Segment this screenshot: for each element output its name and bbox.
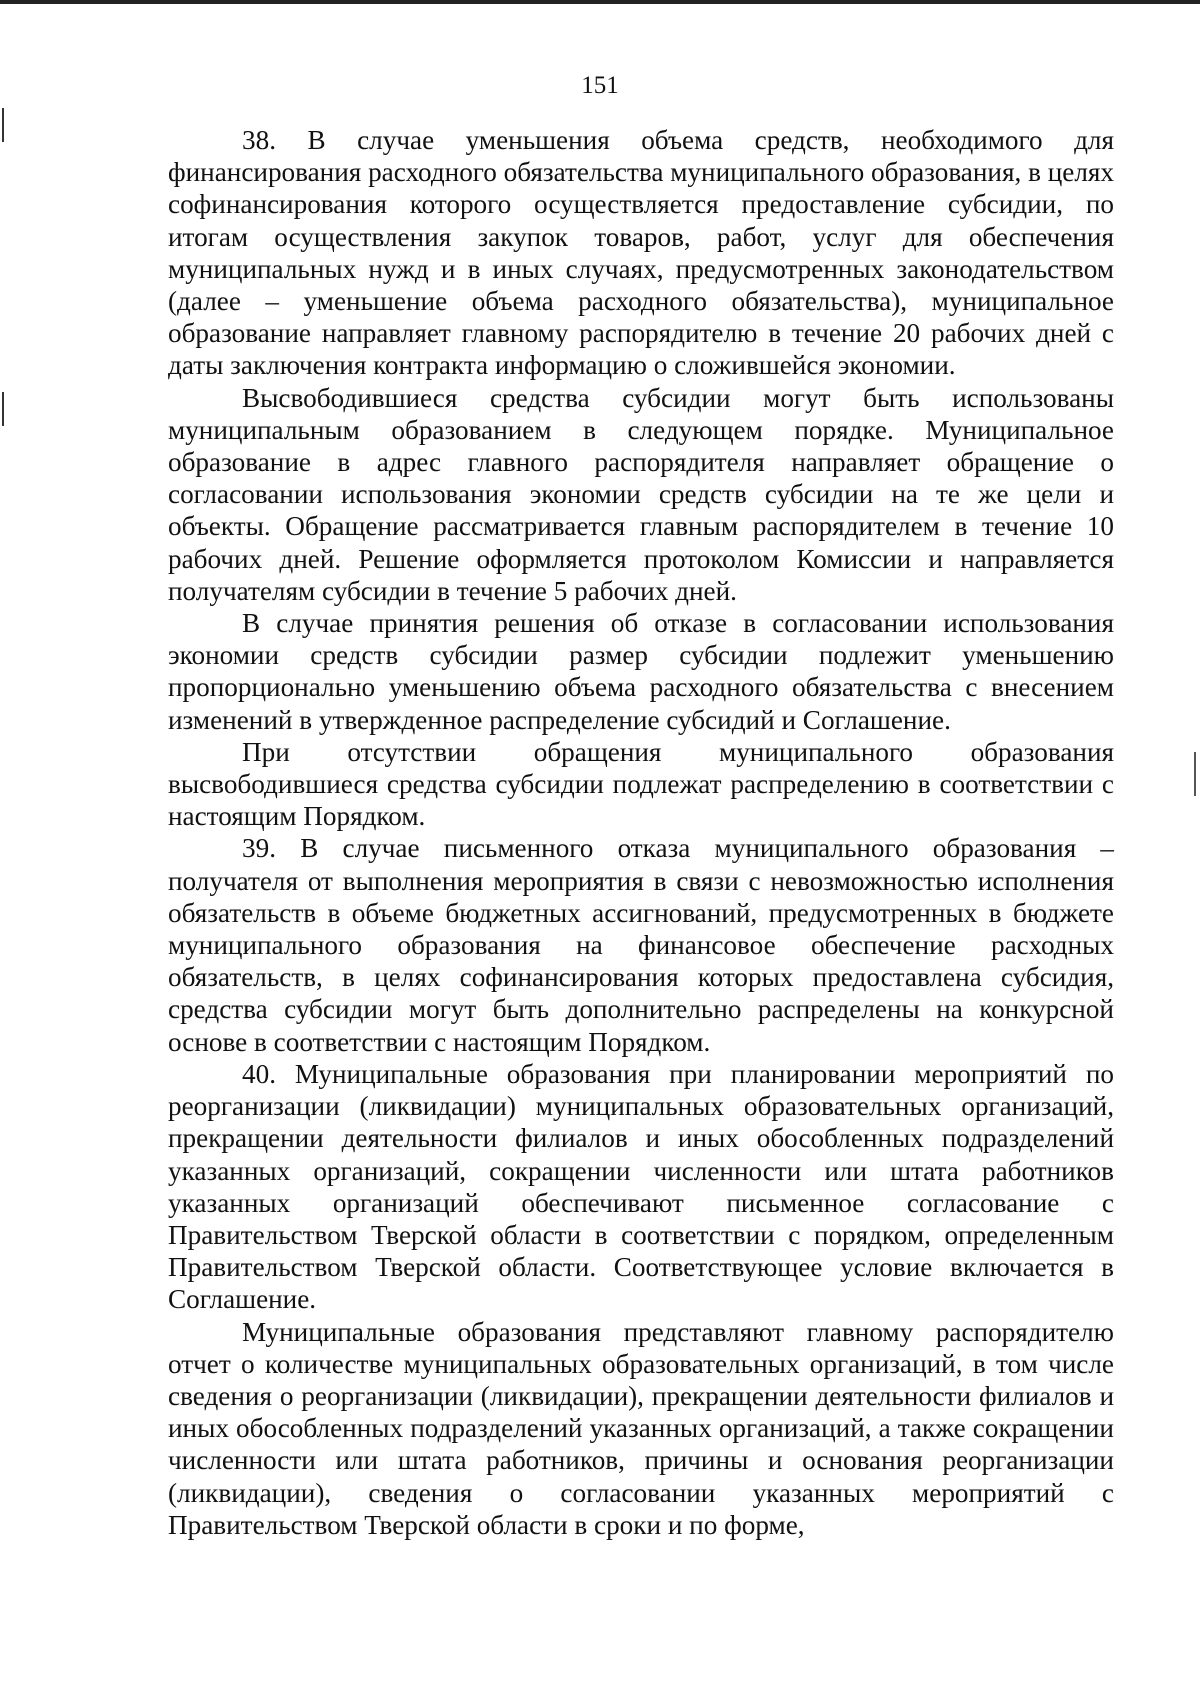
scan-left-mark (2, 392, 4, 426)
paragraph-released-funds: Высвободившиеся средства субсидии могут быть использованы муниципальным образованием в следующем порядке. Муниципальное образование в адрес главного распорядителя направляет обращение о согласовании использования экономии средств субсидии на те же цели и объекты. Обращение рассматривается главным распорядителем в течение 10 рабочих дней. Решение оформляется протоколом Комиссии и направляется получателям субсидии в течение 5 рабочих дней. (168, 382, 1114, 606)
paragraph-no-request: При отсутствии обращения муниципального образования высвободившиеся средства субсидии подлежат распределению в соответствии с настоящим Порядком. (168, 736, 1114, 832)
scan-right-mark (1194, 752, 1196, 796)
scan-top-edge (0, 0, 1200, 4)
paragraph-refusal-decision: В случае принятия решения об отказе в согласовании использования экономии средств субсидии размер субсидии подлежит уменьшению пропорционально уменьшению объема расходного обязательства с внесением изменений в утвержденное распределение субсидий и Соглашение. (168, 608, 1114, 735)
paragraph-38: 38. В случае уменьшения объема средств, необходимого для финансирования расходного обязательства муниципального образования, в целях софинансирования которого осуществляется предоставление субсидии, по итогам осуществления закупок товаров, работ, услуг для обеспечения муниципальных нужд и в иных случаях, предусмотренных законодательством (далее – уменьшение объема расходного обязательства), муниципальное образование направляет главному распорядителю в течение 20 рабочих дней с даты заключения контракта информацию о сложившейся экономии. (168, 125, 1114, 381)
scan-left-mark (2, 108, 4, 142)
paragraph-39: 39. В случае письменного отказа муниципального образования – получателя от выполнения мероприятия в связи с невозможностью исполнения обязательств в объеме бюджетных ассигнований, предусмотренных в бюджете муниципального образования на финансовое обеспечение расходных обязательств, в целях софинансирования которых предоставлена субсидия, средства субсидии могут быть дополнительно распределены на конкурсной основе в соответствии с настоящим Порядком. (168, 833, 1114, 1057)
paragraph-report: Муниципальные образования представляют главному распорядителю отчет о количестве муниципальных образовательных организаций, в том числе сведения о реорганизации (ликвидации), прекращении деятельности филиалов и иных обособленных подразделений указанных организаций, а также сокращении численности или штата работников, причины и основания реорганизации (ликвидации), сведения о согласовании указанных мероприятий с Правительством Тверской области в сроки и по форме, (168, 1316, 1114, 1540)
document-body (168, 124, 1114, 1541)
page-number: 151 (581, 72, 619, 99)
paragraph-40: 40. Муниципальные образования при планировании мероприятий по реорганизации (ликвидации) муниципальных образовательных организаций, прекращении деятельности филиалов и иных обособленных подразделений указанных организаций, сокращении численности или штата работников указанных организаций обеспечивают письменное согласование с Правительством Тверской области в соответствии с порядком, определенным Правительством Тверской области. Соответствующее условие включается в Соглашение. (168, 1058, 1114, 1315)
